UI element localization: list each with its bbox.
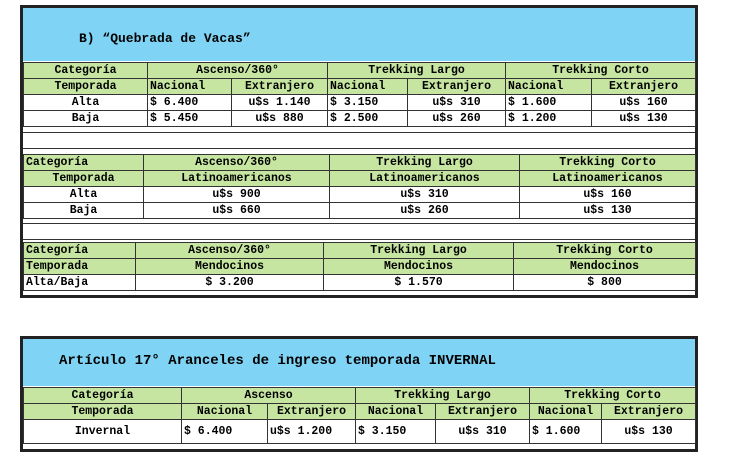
- section-title: B) “Quebrada de Vacas”: [79, 31, 251, 46]
- header-cell: Trekking Corto: [530, 388, 696, 404]
- header-cell: Categoría: [24, 155, 144, 171]
- fees-table-mendocinos: [23, 242, 696, 291]
- value-cell: $ 3.200: [136, 275, 324, 291]
- value-cell: u$s 260: [330, 203, 520, 219]
- value-cell: u$s 900: [144, 187, 330, 203]
- value-cell: u$s 160: [520, 187, 696, 203]
- value-cell: u$s 130: [602, 420, 696, 444]
- table-header-row: [24, 388, 696, 404]
- subheader-cell: Temporada: [24, 404, 182, 420]
- subheader-cell: Temporada: [24, 79, 148, 95]
- header-cell: Ascenso/360°: [148, 63, 328, 79]
- section-title: Artículo 17° Aranceles de ingreso temporada INVERNAL: [59, 353, 496, 369]
- header-cell: Trekking Largo: [330, 155, 520, 171]
- header-cell: Ascenso: [182, 388, 356, 404]
- articulo-17-panel: [20, 336, 698, 452]
- subheader-cell: Extranjero: [232, 79, 328, 95]
- season-cell: Alta: [24, 95, 148, 111]
- value-cell: $ 1.200: [506, 111, 592, 127]
- table-row: [24, 275, 696, 291]
- value-cell: u$s 880: [232, 111, 328, 127]
- subheader-cell: Latinoamericanos: [330, 171, 520, 187]
- header-cell: Trekking Corto: [520, 155, 696, 171]
- header-cell: Categoría: [24, 243, 136, 259]
- table-subheader-row: [24, 404, 696, 420]
- subheader-cell: Nacional: [530, 404, 602, 420]
- fees-table-invernal: [23, 387, 696, 444]
- table-header-row: [24, 155, 696, 171]
- quebrada-de-vacas-panel: [20, 5, 698, 298]
- value-cell: $ 5.450: [148, 111, 232, 127]
- subheader-cell: Mendocinos: [136, 259, 324, 275]
- value-cell: u$s 660: [144, 203, 330, 219]
- season-cell: Alta/Baja: [24, 275, 136, 291]
- value-cell: $ 2.500: [328, 111, 408, 127]
- table-row: [24, 187, 696, 203]
- table-subheader-row: [24, 171, 696, 187]
- header-cell: Ascenso/360°: [136, 243, 324, 259]
- fees-table-general: [23, 62, 696, 127]
- subheader-cell: Mendocinos: [324, 259, 514, 275]
- header-cell: Trekking Largo: [328, 63, 506, 79]
- season-cell: Baja: [24, 111, 148, 127]
- subheader-cell: Mendocinos: [514, 259, 696, 275]
- value-cell: u$s 260: [408, 111, 506, 127]
- subheader-cell: Nacional: [328, 79, 408, 95]
- value-cell: $ 1.600: [506, 95, 592, 111]
- table-header-row: [24, 243, 696, 259]
- subheader-cell: Temporada: [24, 171, 144, 187]
- season-cell: Alta: [24, 187, 144, 203]
- fees-table-latinoamericanos: [23, 154, 696, 219]
- header-cell: Trekking Corto: [506, 63, 696, 79]
- table-separator: [23, 223, 695, 240]
- value-cell: $ 6.400: [182, 420, 268, 444]
- table-subheader-row: [24, 259, 696, 275]
- value-cell: $ 1.570: [324, 275, 514, 291]
- season-cell: Baja: [24, 203, 144, 219]
- value-cell: $ 3.150: [356, 420, 436, 444]
- subheader-cell: Latinoamericanos: [520, 171, 696, 187]
- value-cell: u$s 310: [408, 95, 506, 111]
- header-cell: Ascenso/360°: [144, 155, 330, 171]
- subheader-cell: Nacional: [356, 404, 436, 420]
- value-cell: u$s 160: [592, 95, 696, 111]
- value-cell: u$s 310: [436, 420, 530, 444]
- subheader-cell: Temporada: [24, 259, 136, 275]
- subheader-cell: Nacional: [506, 79, 592, 95]
- subheader-cell: Extranjero: [602, 404, 696, 420]
- header-cell: Trekking Largo: [356, 388, 530, 404]
- value-cell: u$s 130: [520, 203, 696, 219]
- subheader-cell: Nacional: [182, 404, 268, 420]
- table-row: [24, 111, 696, 127]
- table-header-row: [24, 63, 696, 79]
- subheader-cell: Extranjero: [268, 404, 356, 420]
- table-row: [24, 420, 696, 444]
- table-separator: [23, 132, 695, 149]
- header-cell: Trekking Corto: [514, 243, 696, 259]
- value-cell: $ 1.600: [530, 420, 602, 444]
- subheader-cell: Extranjero: [592, 79, 696, 95]
- header-cell: Trekking Largo: [324, 243, 514, 259]
- value-cell: u$s 1.200: [268, 420, 356, 444]
- value-cell: u$s 1.140: [232, 95, 328, 111]
- value-cell: $ 3.150: [328, 95, 408, 111]
- table-row: [24, 203, 696, 219]
- header-cell: Categoría: [24, 63, 148, 79]
- season-cell: Invernal: [24, 420, 182, 444]
- header-cell: Categoría: [24, 388, 182, 404]
- table-subheader-row: [24, 79, 696, 95]
- subheader-cell: Latinoamericanos: [144, 171, 330, 187]
- value-cell: u$s 310: [330, 187, 520, 203]
- subheader-cell: Extranjero: [408, 79, 506, 95]
- table-row: [24, 95, 696, 111]
- subheader-cell: Extranjero: [436, 404, 530, 420]
- subheader-cell: Nacional: [148, 79, 232, 95]
- value-cell: $ 6.400: [148, 95, 232, 111]
- value-cell: u$s 130: [592, 111, 696, 127]
- value-cell: $ 800: [514, 275, 696, 291]
